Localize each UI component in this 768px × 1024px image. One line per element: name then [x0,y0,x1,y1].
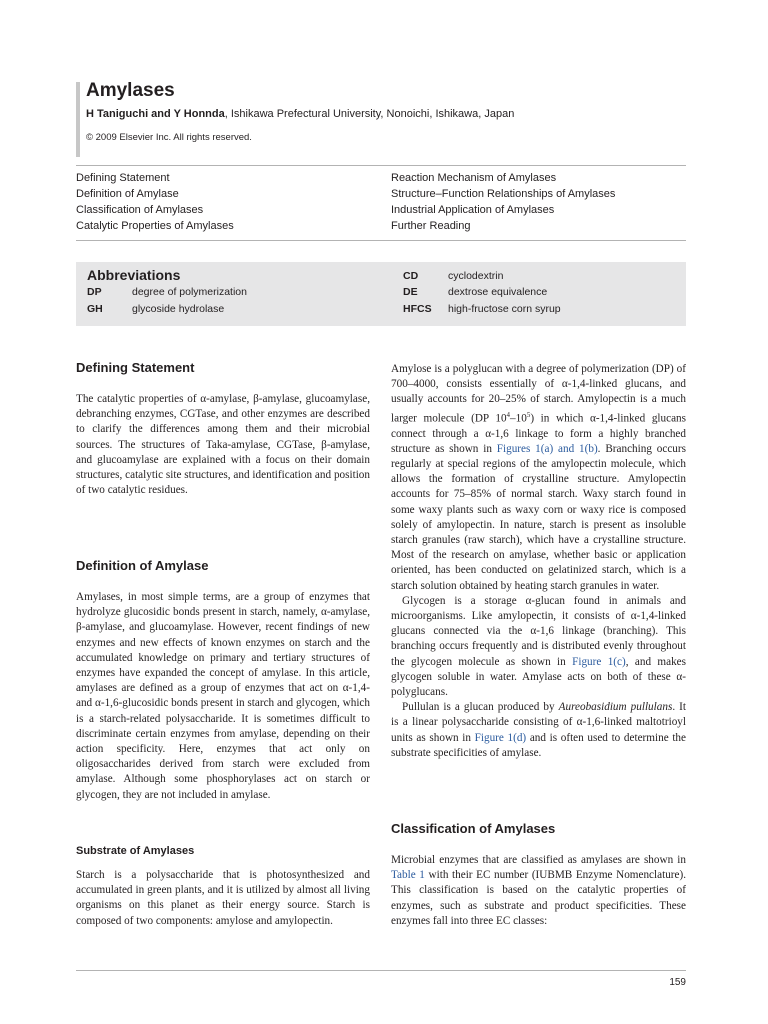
toc-item[interactable]: Reaction Mechanism of Amylases [391,172,557,184]
paragraph: Starch is a polysaccharide that is photosynthesized and accumulated in green plants, and it is utilized by almost all living organisms on this planet as their energy source. Starch is composed of two components: amylose and amylopectin. [76,869,370,927]
abbreviation-entry [87,301,224,317]
paragraph: The catalytic properties of α-amylase, β-amylase, glucoamylase, debranching enzymes, CGTase, and other enzymes are described to clarify the differences among them and their microbial sources. The structures of Taka-amylase, CGTase, β-amylase, and glucoamylase are explained with a focus on their domain structures, catalytic site structures, and identification and position of two catalytic residues. [76,393,370,497]
table-link[interactable]: Table 1 [391,869,425,882]
author-names: H Taniguchi and Y Honnda [86,108,225,120]
abbreviation-definition: cyclodextrin [448,270,504,282]
toc-right-column [391,170,615,234]
abbreviation-entry [403,301,561,317]
subsection-heading-substrate: Substrate of Amylases [76,845,195,857]
author-affiliation: , Ishikawa Prefectural University, Nonoichi, Ishikawa, Japan [224,108,515,120]
abbreviations-box [76,262,686,326]
section-heading-classification: Classification of Amylases [391,821,556,836]
abbreviation-definition: high-fructose corn syrup [448,303,561,315]
abbreviation-term: GH [87,303,103,315]
right-column-text [391,362,686,761]
abbreviation-term: DP [87,286,102,298]
figure-link[interactable]: Figures 1(a) and 1(b) [496,442,598,455]
footer-rule [76,970,686,971]
toc-item[interactable]: Catalytic Properties of Amylases [76,220,234,232]
abbreviation-definition: dextrose equivalence [448,286,548,298]
paragraph: Microbial enzymes that are classified as amylases are shown in Table 1 with their EC number (IUBMB Enzyme Nomenclature). This classification is based on the catalytic properties of enzymes, such as substrate and product specificities. These enzymes fall into three EC classes: [391,854,687,927]
defining-statement-text [76,392,370,498]
abbreviation-term: HFCS [403,303,432,315]
classification-text [391,853,686,929]
toc-left-column [76,170,234,234]
section-heading-defining-statement: Defining Statement [76,360,195,375]
paragraph-glycogen: Glycogen is a storage α-glucan found in animals and microorganisms. Like amylopectin, it consists of α-1,4-linked glucans connected via the α-1,6 linkage (branching). This branching occurs frequently and is distributed evenly throughout the glycogen molecule as shown in Figure 1(c), and makes glycogen soluble in water. Amylase acts on both of these α-polyglucans. [391,594,686,698]
abbreviation-entry [87,284,247,300]
toc-item[interactable]: Classification of Amylases [76,204,204,216]
abbreviation-term: CD [403,270,419,282]
toc-item[interactable]: Industrial Application of Amylases [391,204,555,216]
toc-item[interactable]: Definition of Amylase [76,188,179,200]
figure-link[interactable]: Figure 1(d) [474,731,527,744]
article-title: Amylases [86,80,175,101]
abbreviation-definition: glycoside hydrolase [132,303,225,315]
abbreviation-entry [403,268,503,284]
abbreviation-definition: degree of polymerization [132,286,247,298]
toc-top-rule [76,165,686,166]
author-line [86,108,514,120]
paragraph-amylose: Amylose is a polyglucan with a degree of polymerization (DP) of 700–4000, consists essentially of α-1,4-linked glucans, and usually accounts for 20–25% of starch. Amylopectin is a much larger molecule (DP $10^4-10^5$) in which α-1,4-linked glucans connect through a α-1,6 linkage to form a highly branched structure as shown in Figures 1(a) and 1(b). Branching occurs regularly at special regions of the amylopectin molecule, which allows the formation of crystalline structure. Amylopectin accounts for 75–85% of normal starch. Waxy starch found in some waxy plants such as waxy corn or waxy rice is composed solely of amylopectin. In nature, starch is present as insoluble starch granules (raw starch), which have a crystalline structure. Most of the research on amylase, whether basic or application oriented, has been conducted on gelatinized starch, which is a starch solution obtained by heating starch granules in water. [391,363,687,592]
toc-item[interactable]: Defining Statement [76,172,170,184]
abbreviations-title: Abbreviations [87,267,181,283]
substrate-text [76,868,370,929]
toc-item[interactable]: Structure–Function Relationships of Amylases [391,188,616,200]
toc-bottom-rule [76,240,686,241]
figure-link[interactable]: Figure 1(c) [572,655,626,668]
header-accent-bar [76,82,80,157]
copyright-notice: © 2009 Elsevier Inc. All rights reserved. [86,132,252,143]
paragraph-pullulan: Pullulan is a glucan produced by Aureobasidium pullulans. It is a linear polysaccharide consisting of α-1,6-linked maltotrioyl units as shown in Figure 1(d) and is often used to determine the substrate specificities of amylase. [391,701,686,759]
definition-text [76,590,370,803]
abbreviation-entry [403,284,547,300]
section-heading-definition: Definition of Amylase [76,558,209,573]
page-number: 159 [669,977,686,988]
toc-item[interactable]: Further Reading [391,220,471,232]
abbreviation-term: DE [403,286,418,298]
paragraph: Amylases, in most simple terms, are a group of enzymes that hydrolyze glucosidic bonds present in starch, namely, α-amylase, β-amylase, and glucoamylase. However, recent findings of new enzymes and new effects of known enzymes on starch and the accumulated knowledge on primary and tertiary structures of enzymes have expanded the concept of amylase. In this article, amylases are defined as a group of enzymes that act on α-1,4- and α-1,6-glucosidic bonds present in starch and glycogen, which is a starch-related polysaccharide. It is sometimes difficult to discriminate certain enzymes from amylase, depending on their action specificity. Here, enzymes that act only on oligosaccharides derived from starch were excluded from amylase. Although some phosphorylases act on starch or glycogen, they are not included in amylase. [76,591,370,801]
